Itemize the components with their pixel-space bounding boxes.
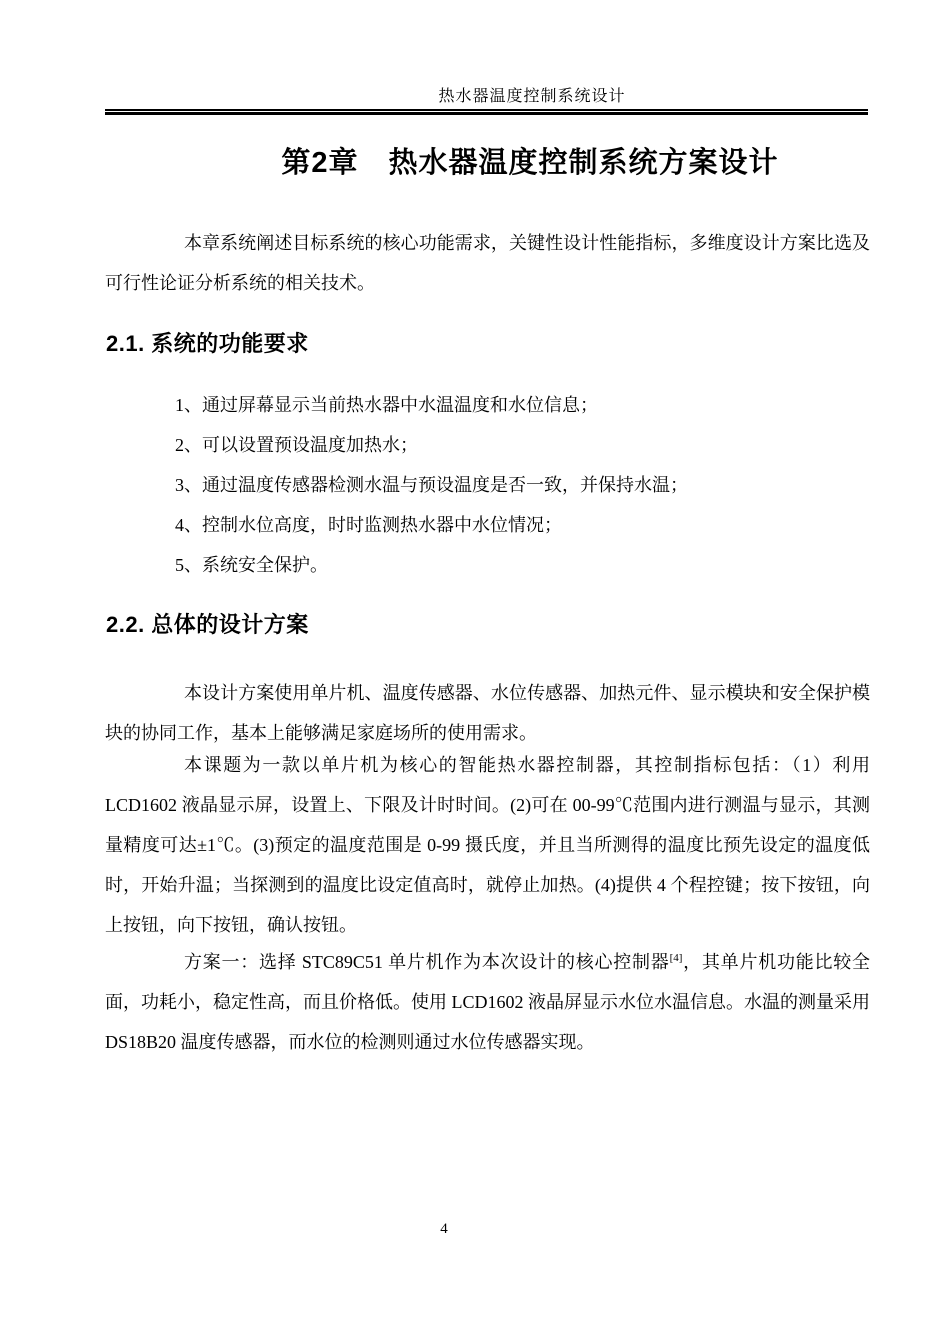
header-rule-thick-line <box>105 112 868 115</box>
requirement-item-3: 3、通过温度传感器检测水温与预设温度是否一致，并保持水温； <box>175 475 688 495</box>
requirement-item-2: 2、可以设置预设温度加热水； <box>175 435 418 455</box>
section-heading-2-1: 2.1. 系统的功能要求 <box>106 331 309 356</box>
plan-one-text-before-citation: 方案一：选择 STC89C51 单片机作为本次设计的核心控制器 <box>184 952 670 972</box>
requirement-item-1: 1、通过屏幕显示当前热水器中水温温度和水位信息； <box>175 395 598 415</box>
plan-one-paragraph <box>105 942 870 1062</box>
design-overview-paragraph: 本设计方案使用单片机、温度传感器、水位传感器、加热元件、显示模块和安全保护模块的协同工作，基本上能够满足家庭场所的使用需求。 <box>105 683 870 743</box>
requirements-list <box>105 385 940 585</box>
chapter-intro-paragraph: 本章系统阐述目标系统的核心功能需求，关键性设计性能指标，多维度设计方案比选及可行性论证分析系统的相关技术。 <box>105 233 870 293</box>
running-header-title: 热水器温度控制系统设计 <box>438 88 626 105</box>
plan-one-text-after-citation: ，其单片机功能比较全面，功耗小，稳定性高，而且价格低。使用 LCD1602 液晶屏显示水位水温信息。水温的测量采用 DS18B20 温度传感器，而水位的检测则通过水位传感器实现。 <box>105 952 871 1052</box>
requirement-item-4: 4、控制水位高度，时时监测热水器中水位情况； <box>175 515 562 535</box>
header-rule <box>105 109 868 115</box>
control-targets-paragraph: 本课题为一款以单片机为核心的智能热水器控制器，其控制指标包括：（1）利用 LCD1602 液晶显示屏，设置上、下限及计时时间。(2)可在 00-99℃范围内进行测温与显示，其测量精度可达±1℃。(3)预定的温度范围是 0-99 摄氏度，并且当所测得的温度比预先设定的温度低时，开始升温；当探测到的温度比设定值高时，就停止加热。(4)提供 4 个程控键；按下按钮，向上按钮，向下按钮，确认按钮。 <box>105 755 870 935</box>
page-number: 4 <box>440 1221 448 1237</box>
citation-reference-4: [4] <box>669 952 683 964</box>
requirement-item-5: 5、系统安全保护。 <box>175 555 328 575</box>
section-heading-2-2: 2.2. 总体的设计方案 <box>106 612 309 637</box>
chapter-title: 第2章 热水器温度控制系统方案设计 <box>281 147 779 179</box>
